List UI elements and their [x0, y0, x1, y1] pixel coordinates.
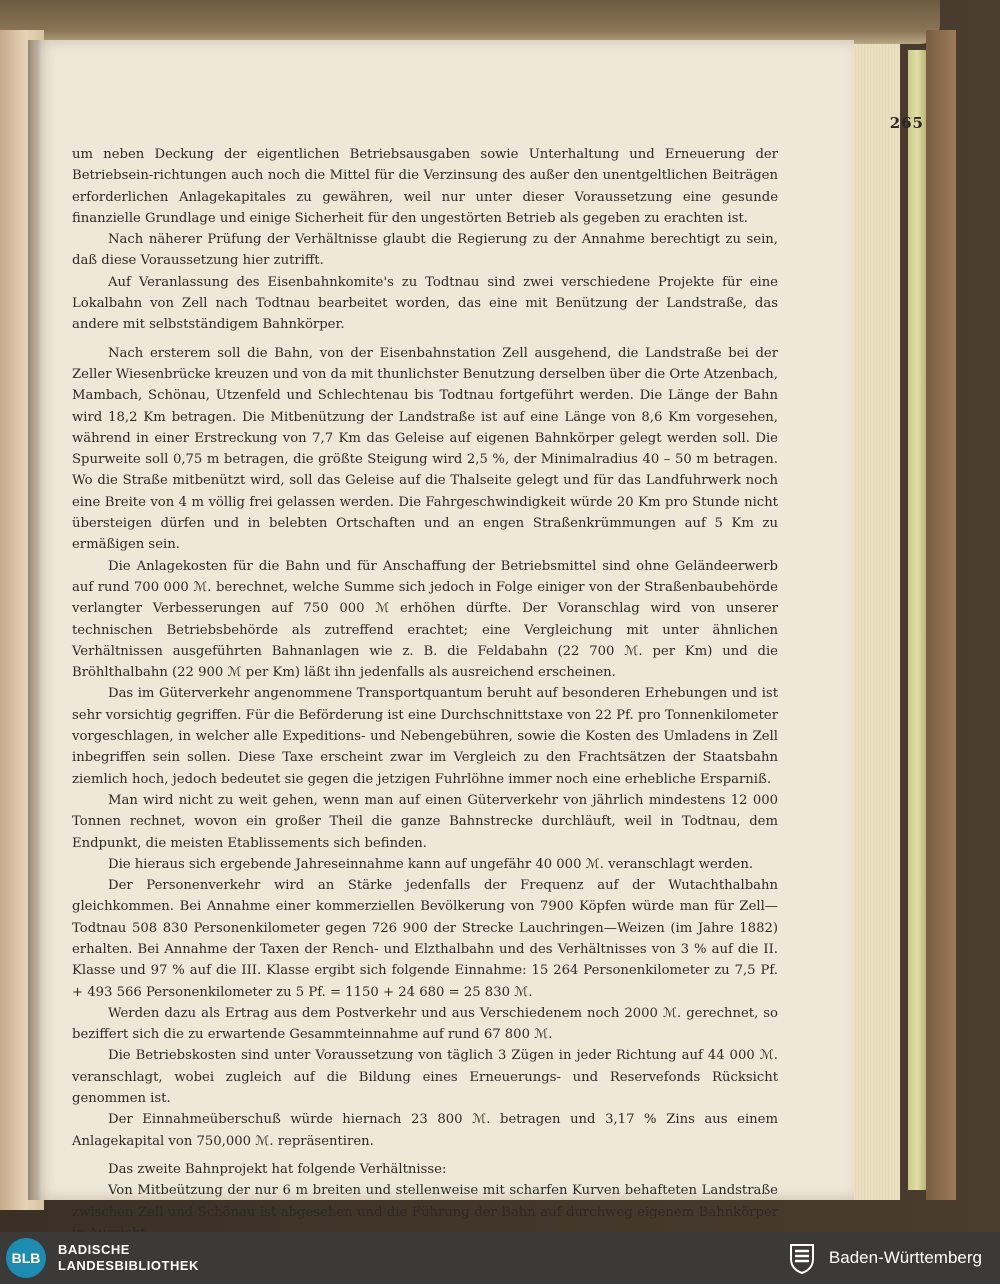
coat-of-arms-icon [785, 1241, 819, 1275]
paragraph: Der Einnahmeüberschuß würde hiernach 23 800 ℳ. betragen und 3,17 % Zins aus einem Anlagekapital von 750,000 ℳ. repräsentiren. [72, 1112, 778, 1149]
paragraph: Von Mitbeützung der nur 6 m breiten und stellenweise mit scharfen Kurven behafteten Landstraße zwischen Zell und Schönau ist abgesehen und die Führung der Bahn auf durchweg eigenem Bahnkörper [72, 1183, 778, 1220]
blb-badge-icon: BLB [6, 1238, 46, 1278]
paragraph: Die Betriebskosten sind unter Voraussetzung von täglich 3 Zügen in jeder Richtung auf 44 000 ℳ. veranschlagt, wobei zugleich auf die Bildung eines Erneuerungs- und Reservefonds Rücksicht genommen ist. [72, 1048, 778, 1107]
page-number: 265 [889, 114, 924, 132]
paragraph: Man wird nicht zu weit gehen, wenn man auf einen Güterverkehr von jährlich mindestens 12 000 Tonnen rechnet, wovon ein großer Theil die ganze Bahnstrecke durchläuft, weil in Todtnau, dem Endpunkt, die meisten Etablissements sich befinden. [72, 792, 778, 851]
paragraph: Das im Güterverkehr angenommene Transportquantum beruht auf besonderen Erhebungen und ist sehr vorsichtig gegriffen. Für die Beförderung ist eine Durchschnittstaxe von 22 Pf. pro Tonnenkilometer vorgeschlagen, in welcher alle Expeditions- und Nebengebühren, sowie die Kosten des Umladens in Zell inbegriffen sein sollen. Diese Taxe erscheint zwar im Vergleich zu den Frachtsätzen der Staatsbahn ziemlich hoch, jedoch bedeutet sie gegen die jetzigen Fuhrlöhne immer noch eine erhebliche Ersparniß. [72, 686, 778, 787]
blb-name [58, 1242, 199, 1274]
baden-wuerttemberg-name: Baden-Württemberg [828, 1248, 982, 1267]
page-stack-edge [854, 44, 900, 1200]
spine-shadow [28, 40, 42, 1200]
paragraph: Auf Veranlassung des Eisenbahnkomite's zu Todtnau sind zwei verschiedene Projekte für eine Lokalbahn von Zell nach Todtnau bearbeitet worden, das eine mit Benützung der Landstraße, das andere mit selbstständigem Bahnkörper. [72, 274, 778, 333]
blb-name-line1: BADISCHE [58, 1242, 130, 1257]
paragraph: Nach näherer Prüfung der Verhältnisse glaubt die Regierung zu der Annahme berechtigt zu sein, daß diese Voraussetzung hier zutrifft. [72, 232, 778, 269]
page-stack-colored-edge [908, 50, 926, 1190]
blb-logo[interactable] [6, 1238, 199, 1278]
paragraph: Werden dazu als Ertrag aus dem Postverkehr und aus Verschiedenem noch 2000 ℳ. gerechnet, so beziffert sich die zu erwartende Gesammteinnahme auf rund 67 800 ℳ. [72, 1005, 778, 1043]
paragraph: Der Personenverkehr wird an Stärke jedenfalls der Frequenz auf der Wutachthalbahn gleichkommen. Bei Annahme einer kommerziellen Bevölkerung von 7900 Köpfen würde man für Zell—Todtnau 508 830 Personenkilometer gegen 726 900 der Strecke Lauchringen—Weizen (im Jahre 1882) erhalten. Bei Annahme der Taxen der Rench- und Elzthalbahn und des Verhältnisses von 3 % auf die II. Klasse und 97 % auf die III. Klasse ergibt sich folgende Einnahme: 15 264 Personenkilometer zu 7,5 Pf. + 493 566 Personenkilometer zu 5 Pf. = 1150 + 24 680 = 25 830 ℳ. [72, 878, 778, 1000]
paragraph: Das zweite Bahnprojekt hat folgende Verhältnisse: [108, 1161, 447, 1177]
paragraph: Die Anlagekosten für die Bahn und für Anschaffung der Betriebsmittel sind ohne Geländeerwerb auf rund 700 000 ℳ. berechnet, welche Summe sich jedoch in Folge einiger von der Straßenbaubehörde verlangter Verbesserungen auf 750 000 ℳ erhöhen dürfte. Der Voranschlag wird von unserer technischen Betriebsbehörde als zutreffend erachtet; eine Vergleichung mit unter ähnlichen Verhältnissen ausgeführten Bahnanlagen wie z. B. die Feldabahn (22 700 ℳ. per Km) und die Bröhlthalbahn (22 900 ℳ per Km) läßt ihn jedenfalls als ausreichend erscheinen. [72, 558, 778, 681]
paragraph: Nach ersterem soll die Bahn, von der Eisenbahnstation Zell ausgehend, die Landstraße bei der Zeller Wiesenbrücke kreuzen und von da mit thunlichster Benutzung derselben über die Orte Atzenbach, Mambach, Schönau, Utzenfeld und Schlechtenau bis Todtnau fortgeführt werden. Die Länge der Bahn wird 18,2 Km betragen. Die Mitbenützung der Landstraße ist auf eine Länge von 8,6 Km vorgesehen, während in einer Erstreckung von 7,7 Km das Geleise auf eigenen Bahnkörper gelegt werden soll. Die Spurweite soll 0,75 m betragen, die größte Steigung wird 2,5 %, der Minimalradius 40 – 50 m betragen. Wo die Straße mitbenützt wird, soll das Geleise auf die Thalseite gelegt und für das Landfuhrwerk noch eine Breite von 4 m völlig frei gelassen werden. Die Fahrgeschwindigkeit würde 20 Km pro Stunde nicht übersteigen dürfen und in belebten Ortschaften und an engen Straßenkrümmungen auf 5 Km zu ermäßigen sein. [72, 345, 778, 553]
blb-name-line2: LANDESBIBLIOTHEK [58, 1258, 199, 1273]
baden-wuerttemberg-logo[interactable] [785, 1241, 982, 1275]
book-cover-top [0, 0, 940, 44]
footer-bar [0, 1232, 1000, 1284]
paragraph: Die hieraus sich ergebende Jahreseinnahme kann auf ungefähr 40 000 ℳ. veranschlagt werden. [108, 856, 754, 872]
page-body-text [72, 144, 778, 1244]
book-cover-right [926, 30, 956, 1200]
paragraph: um neben Deckung der eigentlichen Betriebsausgaben sowie Unterhaltung und Erneuerung der Betriebsein-richtungen auch noch die Mittel für die Verzinsung des außer den unentgeltlichen Beiträgen erforderlichen Anlagekapitales zu gewähren, weil nur unter dieser Voraussetzung eine gesunde finanzielle Grundlage und einige Sicherheit für den ungestörten Betrieb als gegeben zu erachten ist. [72, 147, 778, 226]
